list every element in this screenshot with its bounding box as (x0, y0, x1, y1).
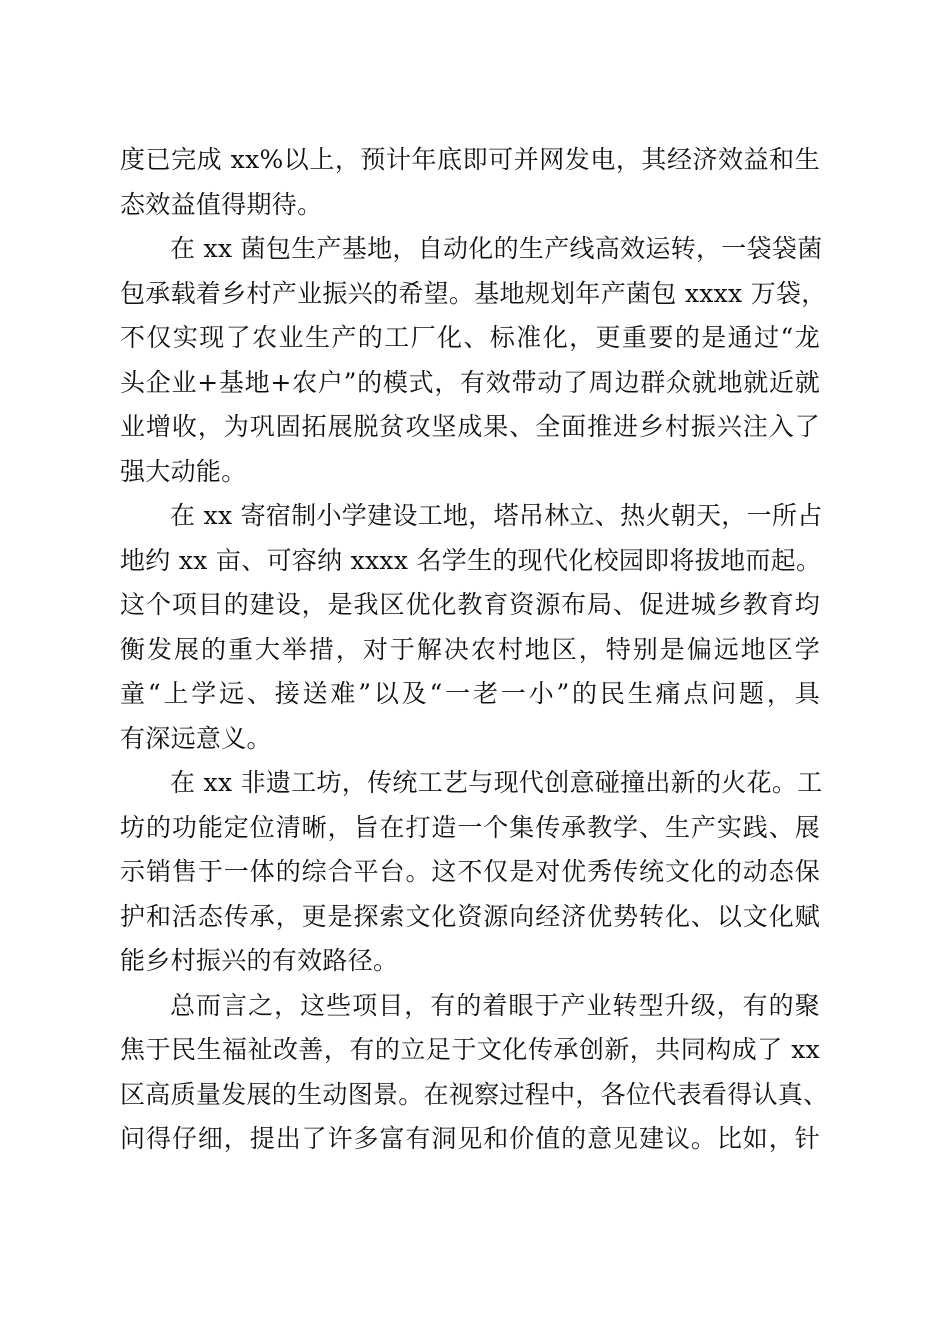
text-line: 区高质量发展的生动图景。在视察过程中，各位代表看得认真、 (120, 1079, 829, 1109)
text-line: 童“上学远、接送难”以及“一老一小”的民生痛点问题，具 (120, 679, 820, 708)
paragraph-summary (120, 984, 829, 1162)
text-line: 地约 xx 亩、可容纳 xxxx 名学生的现代化校园即将拔地而起。 (120, 545, 822, 575)
text-line: 焦于民生福祉改善，有的立足于文化传承创新，共同构成了 xx (120, 1035, 820, 1064)
text-line: 能乡村振兴的有效路径。 (120, 946, 399, 975)
text-line: 这个项目的建设，是我区优化教育资源布局、促进城乡教育均 (120, 590, 820, 619)
paragraph-boarding-school (120, 494, 823, 761)
text-line: 示销售于一体的综合平台。这不仅是对优秀传统文化的动态保 (120, 857, 820, 886)
text-line: 坊的功能定位清晰，旨在打造一个集传承教学、生产实践、展 (120, 812, 820, 842)
text-line: 衡发展的重大举措，对于解决农村地区，特别是偏远地区学 (120, 634, 820, 664)
text-line: 度已完成 xx%以上，预计年底即可并网发电，其经济效益和生 (120, 145, 820, 174)
text-line: 护和活态传承，更是探索文化资源向经济优势转化、以文化赋 (120, 901, 820, 931)
body-text (120, 138, 829, 1162)
text-line: 头企业+基地+农户”的模式，有效带动了周边群众就地就近就 (120, 367, 820, 397)
paragraph-heritage-workshop (120, 761, 823, 984)
text-line: 业增收，为巩固拓展脱贫攻坚成果、全面推进乡村振兴注入了 (120, 412, 820, 441)
text-line: 问得仔细，提出了许多富有洞见和价值的意见建议。比如，针 (120, 1124, 820, 1153)
text-line: 有深远意义。 (120, 723, 272, 753)
text-line: 在 xx 菌包生产基地，自动化的生产线高效运转，一袋袋菌 (170, 234, 823, 263)
text-line: 包承载着乡村产业振兴的希望。基地规划年产菌包 xxxx 万袋， (120, 278, 827, 308)
paragraph-project-energy (120, 138, 820, 227)
paragraph-mushroom-base (120, 227, 827, 494)
text-line: 态效益值得期待。 (120, 189, 323, 219)
text-line: 不仅实现了农业生产的工厂化、标准化，更重要的是通过“龙 (120, 323, 820, 352)
text-line: 强大动能。 (120, 456, 247, 486)
text-line: 在 xx 非遗工坊，传统工艺与现代创意碰撞出新的火花。工 (170, 768, 823, 797)
text-line: 总而言之，这些项目，有的着眼于产业转型升级，有的聚 (170, 990, 820, 1020)
text-line: 在 xx 寄宿制小学建设工地，塔吊林立、热火朝天，一所占 (170, 501, 823, 530)
